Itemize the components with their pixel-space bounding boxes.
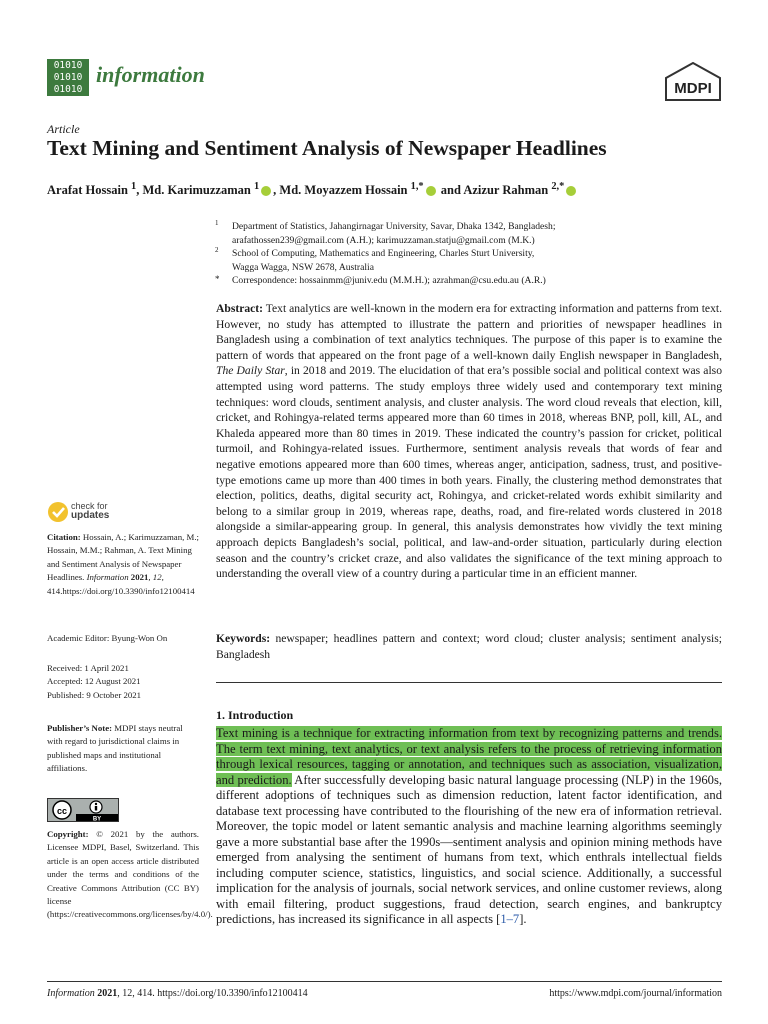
citation-pages: 414. <box>47 585 63 596</box>
abstract-label: Abstract: <box>216 302 264 315</box>
svg-text:cc: cc <box>56 806 68 816</box>
author-sup: 1,* <box>410 181 424 192</box>
cc-by-license-badge[interactable] <box>47 798 119 822</box>
affiliation-line: School of Computing, Mathematics and Engineering, Charles Sturt University, <box>232 248 535 259</box>
citation-doi[interactable]: https://doi.org/10.3390/info12100414 <box>62 585 195 596</box>
author-sup: 2,* <box>551 181 565 192</box>
mdpi-logo <box>664 62 722 102</box>
logo-line: 01010 <box>53 72 83 83</box>
author-name: , Md. Karimuzzaman <box>136 183 254 198</box>
author-name: and Azizur Rahman <box>437 183 552 198</box>
publisher-name: MDPI <box>674 80 712 97</box>
published-date: Published: 9 October 2021 <box>47 689 142 700</box>
citation-label: Citation: <box>47 532 81 542</box>
journal-logo <box>47 59 89 96</box>
divider <box>216 682 722 683</box>
highlighted-text: Text mining is a technique for extracting information from text by recognizing patterns and trends. The term text mining, text analytics, or text analysis refers to the process of retrieving information through lexical resources, tagging or annotation, and techniques such as association, visualization, and prediction. <box>216 726 722 787</box>
intro-paragraph <box>216 726 722 928</box>
footer-citation <box>47 988 308 999</box>
orcid-icon[interactable] <box>261 186 271 196</box>
citation-block <box>47 531 199 598</box>
logo-line: 01010 <box>53 84 83 95</box>
author-list <box>47 181 578 198</box>
intro-text: After successfully developing basic natural language processing (NLP) in the 1960s, different adoptions of techniques such as dimension reduction, latent factor identification, and database text processing have contributed to the flourishing of the new era of information retrieval. Moreover, the topic model or latent semantic analysis and machine learning algorithms seemingly gave a more substantial base after the 1990s—sentiment analysis and opinion mining methods have emerged from analysing the sentiment of humans from text, which enthrals intellectual fields including computer science, statistics, linguistics, and social science. Additionally, a successful implication for the analysis of journals, social network services, and online customer reviews, along with email filtering, product suggestions, fraud detection, search engines, and bankruptcy predictions, has increased its significance in all aspects [ <box>216 772 722 926</box>
keywords <box>216 631 722 662</box>
author-sup: 1 <box>253 181 260 192</box>
copyright <box>47 828 213 922</box>
publisher-note <box>47 722 199 776</box>
citation-text: Hossain, A.; Karimuzzaman, M.; Hossain, M.M.; Rahman, A. Text Mining and Sentiment Analysis of Newspaper Headlines. <box>47 532 199 583</box>
orcid-icon[interactable] <box>566 186 576 196</box>
check-label: check for <box>71 501 108 511</box>
publisher-note-text: MDPI stays neutral with regard to jurisdictional claims in published maps and institutional affiliations. <box>47 723 183 774</box>
affiliation-mark: 1 <box>215 219 219 227</box>
affiliation-line: arafathossen239@gmail.com (A.H.); karimuzzaman.statju@gmail.com (M.K.) <box>232 234 535 246</box>
section-heading: 1. Introduction <box>216 708 294 722</box>
citation-volume: , 12, <box>148 572 164 583</box>
cc-by-label: BY <box>92 816 102 821</box>
footer-url[interactable]: https://www.mdpi.com/journal/information <box>549 988 722 999</box>
affiliation-mark: * <box>215 274 220 284</box>
updates-label: updates <box>71 510 110 521</box>
affiliation-2 <box>232 247 534 274</box>
page-title: Text Mining and Sentiment Analysis of Newspaper Headlines <box>47 136 607 160</box>
affiliation-line: Correspondence: hossainmm@juniv.edu (M.M.H.); azrahman@csu.edu.au (A.R.) <box>232 275 546 286</box>
check-updates-icon <box>47 500 69 524</box>
footer-journal: Information <box>47 988 95 999</box>
journal-name: information <box>96 62 205 87</box>
footer-year: 2021 <box>97 988 118 999</box>
citation-link[interactable]: 1–7 <box>500 912 520 926</box>
copyright-text: © 2021 by the authors. Licensee MDPI, Basel, Switzerland. This article is an open access article distributed under the terms and conditions of the Creative Commons Attribution (CC BY) license (https://creativecommons.org/licenses/by/4.0/). <box>47 829 213 920</box>
received-date: Received: 1 April 2021 <box>47 663 129 673</box>
abstract-text: , in 2018 and 2019. The elucidation of that era’s possible social and political context was also attempted using word patterns. The study employs three widely used and contemporary text mining techniques: word clouds, sentiment analysis, and cluster analysis. The word cloud reveals that election, kill, cricket, and Rohingya-related terms appeared more than 60 times in 2018, whereas BNP, poll, kill, AL, and Khaleda appeared more than 80 times in 2019. These indicated the country’s passion for cricket, political turmoil, and Rohingya-related issues. Furthermore, sentiment analysis reveals that words of fear and negative emotions appeared more than 600 times, whereas anger, anticipation, sadness, trust, and positive-type emotions came up more than 400 times in both years. Finally, the clustering method demonstrates that election, politics, deaths, digital security act, Rohingya, and cricket-related words exhibit similarity and belong to a similar group in 2019, whereas rape, deaths, road, and fire-related words clustered in 2018 alongside a similar-appearing group. In general, this analysis demonstrates how vividly the text mining approach depicts Bangladesh’s social, political, and law-and-order situation, particularly during election season and the country’s cricket craze, and also validates the significance of the text mining approach to understanding the overall view of a country during a particular time in an efficient manner. <box>216 364 722 581</box>
creative-commons-icon <box>48 799 118 821</box>
affiliation-1 <box>232 220 556 247</box>
abstract <box>216 301 722 582</box>
copyright-label: Copyright: <box>47 829 89 839</box>
dates <box>47 662 141 702</box>
logo-line: 01010 <box>53 60 83 71</box>
accepted-date: Accepted: 12 August 2021 <box>47 676 141 687</box>
citation-year: 2021 <box>128 572 149 583</box>
affiliation-mark: 2 <box>215 246 219 254</box>
footer-divider <box>47 981 722 982</box>
author-name: Arafat Hossain <box>47 183 132 198</box>
affiliation-line: Wagga Wagga, NSW 2678, Australia <box>232 261 374 273</box>
abstract-italic: The Daily Star <box>216 364 285 378</box>
correspondence <box>232 274 546 288</box>
affiliation-line: Department of Statistics, Jahangirnagar University, Savar, Dhaka 1342, Bangladesh; <box>232 221 556 232</box>
article-type: Article <box>47 122 80 136</box>
keywords-text: newspaper; headlines pattern and context; word cloud; cluster analysis; sentiment analysis; Bangladesh <box>216 632 722 661</box>
check-for-updates-button[interactable] <box>47 500 167 526</box>
keywords-label: Keywords: <box>216 632 271 645</box>
orcid-icon[interactable] <box>426 186 436 196</box>
abstract-text: Text analytics are well-known in the modern era for extracting information and patterns from text. However, no study has attempted to illustrate the pattern and priorities of newspaper headlines in Bangladesh using a combination of text analytics techniques. The purpose of this paper is to examine the pattern of words that appeared on the front page of a well-known daily English newspaper in Bangladesh, <box>216 302 722 362</box>
author-name: , Md. Moyazzem Hossain <box>273 183 411 198</box>
footer-text: , 12, 414. https://doi.org/10.3390/info12100414 <box>117 988 308 999</box>
publisher-note-label: Publisher’s Note: <box>47 723 113 733</box>
citation-journal: Information <box>86 572 129 583</box>
academic-editor: Academic Editor: Byung-Won On <box>47 633 168 643</box>
author-sup: 1 <box>131 181 137 192</box>
intro-text: ]. <box>519 912 527 926</box>
